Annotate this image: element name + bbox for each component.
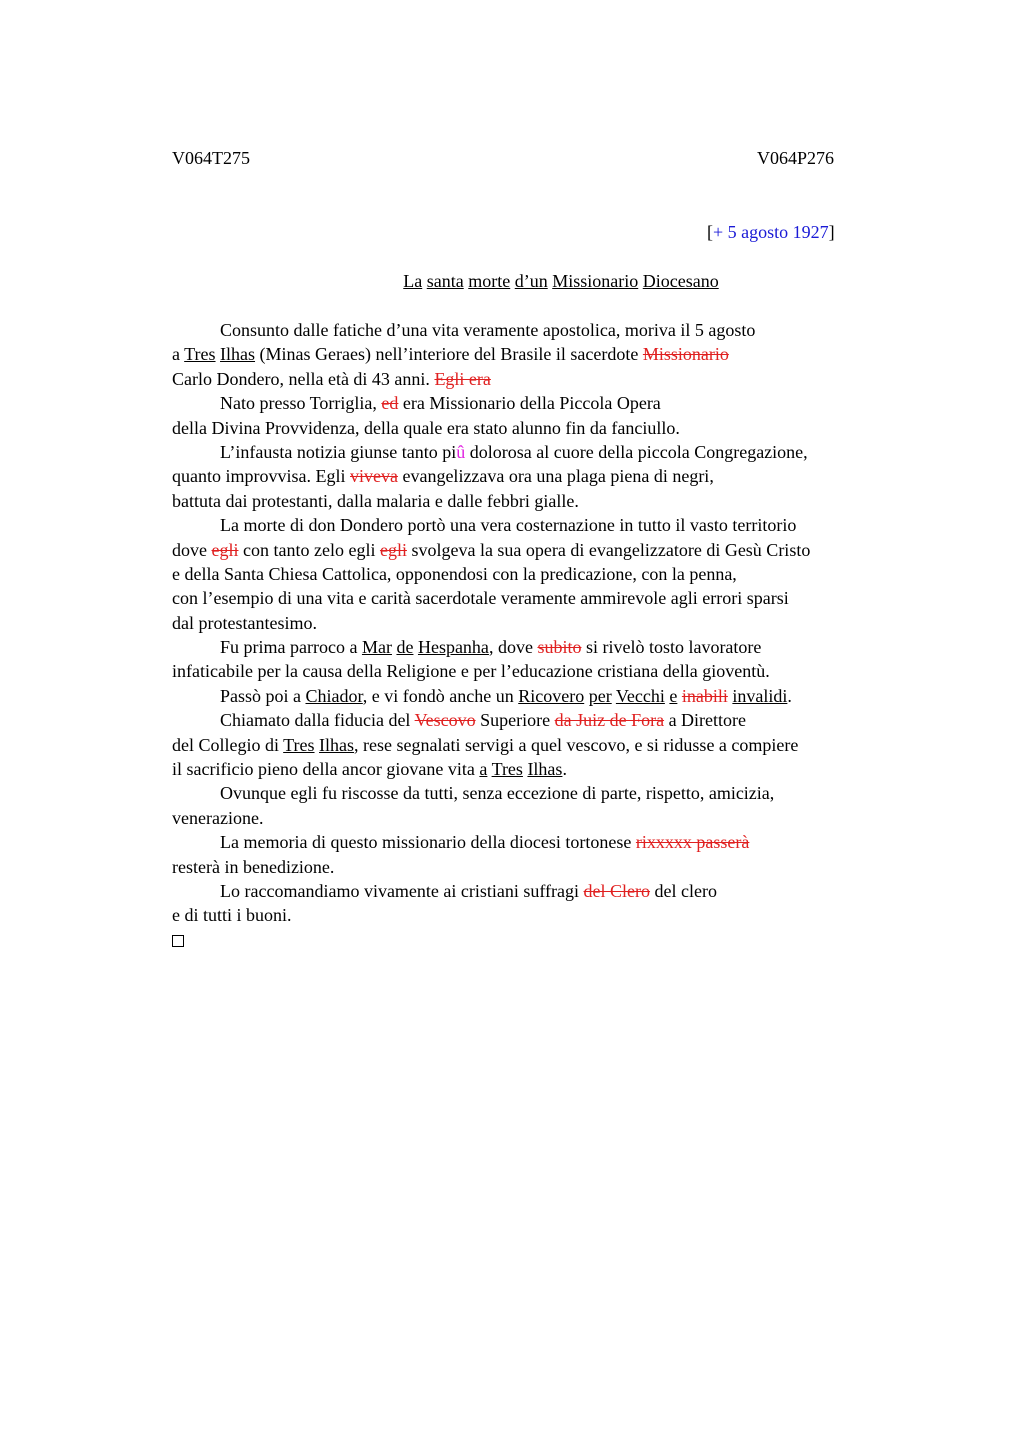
- deleted-text: Missionario: [642, 344, 729, 365]
- text-line: [172, 855, 912, 879]
- deleted-text: egli: [211, 539, 239, 560]
- text-line: [172, 684, 912, 708]
- text-line: [172, 708, 912, 732]
- text-segment: si rivelò tosto lavoratore: [581, 637, 762, 658]
- text-segment: evangelizzava ora una plaga piena di negri,: [397, 466, 714, 487]
- text-segment: , dove: [488, 637, 538, 658]
- underlined-text: Tres: [491, 759, 523, 780]
- text-segment: era Missionario della Piccola Opera: [398, 393, 661, 414]
- document-title: [49, 271, 1024, 292]
- underlined-text: Tres: [184, 344, 216, 365]
- title-word: d’un: [514, 271, 548, 291]
- underlined-text: Mar: [361, 637, 392, 658]
- text-line: [172, 635, 912, 659]
- deleted-text: rixxxxx passerà: [635, 832, 750, 853]
- underlined-text: Chiador: [305, 685, 363, 706]
- text-segment: L’infausta notizia giunse tanto pi: [220, 441, 457, 462]
- date-annotation: [707, 222, 835, 243]
- date-text: + 5 agosto 1927: [713, 222, 829, 242]
- text-line: [172, 611, 912, 635]
- text-line: [172, 440, 912, 464]
- text-segment: svolgeva la sua opera di evangelizzatore di Gesù Cristo: [406, 539, 811, 560]
- text-segment: dolorosa al cuore della piccola Congregazione,: [465, 441, 808, 462]
- text-line: [172, 903, 912, 927]
- text-segment: Carlo Dondero, nella età di 43 anni.: [172, 368, 435, 389]
- underlined-text: Ilhas: [319, 734, 355, 755]
- text-segment: dove: [172, 539, 212, 560]
- text-segment: (Minas Geraes) nell’interiore del Brasile il sacerdote: [255, 344, 643, 365]
- underlined-text: Vecchi: [615, 685, 665, 706]
- text-segment: , e vi fondò anche un: [362, 685, 519, 706]
- text-segment: .: [562, 759, 567, 780]
- text-line: [172, 733, 912, 757]
- underlined-text: invalidi: [732, 685, 788, 706]
- text-line: [172, 586, 912, 610]
- date-bracket-open: [: [707, 222, 713, 242]
- text-line: [172, 342, 912, 366]
- deleted-text: Vescovo: [414, 710, 476, 731]
- text-line: [172, 659, 912, 683]
- reference-code-right: V064P276: [757, 148, 835, 168]
- text-line: [172, 757, 912, 781]
- end-marker: [172, 928, 184, 952]
- underlined-text: per: [588, 685, 612, 706]
- reference-code-left: V064T275: [172, 148, 250, 168]
- text-segment: della Divina Provvidenza, della quale era stato alunno fin da fanciullo.: [172, 417, 680, 438]
- text-segment: .: [787, 685, 792, 706]
- deleted-text: da Juiz de Fora: [554, 710, 665, 731]
- underlined-text: Hespanha: [417, 637, 489, 658]
- text-segment: û: [456, 441, 466, 462]
- text-segment: Ovunque egli fu riscosse da tutti, senza eccezione di parte, rispetto, amicizia,: [220, 783, 775, 804]
- text-segment: e di tutti i buoni.: [172, 905, 292, 926]
- title-word: Diocesano: [642, 271, 719, 291]
- text-segment: a Direttore: [664, 710, 747, 731]
- text-line: [172, 879, 912, 903]
- text-segment: con l’esempio di una vita e carità sacerdotale veramente ammirevole agli errori sparsi: [172, 588, 789, 609]
- text-line: [172, 538, 912, 562]
- text-line: [172, 391, 912, 415]
- text-line: [172, 781, 912, 805]
- deleted-text: Egli era: [434, 368, 491, 389]
- text-line: [172, 489, 912, 513]
- text-segment: Consunto dalle fatiche d’una vita veramente apostolica, moriva il 5 agosto: [220, 320, 756, 340]
- document-body: [172, 318, 912, 928]
- text-line: [172, 464, 912, 488]
- text-segment: il sacrificio pieno della ancor giovane vita: [172, 759, 480, 780]
- text-line: [172, 367, 912, 391]
- text-segment: La memoria di questo missionario della diocesi tortonese: [220, 832, 636, 853]
- text-segment: resterà in benedizione.: [172, 856, 335, 877]
- underlined-text: Ricovero: [518, 685, 585, 706]
- text-segment: venerazione.: [172, 807, 264, 828]
- title-word: santa: [426, 271, 464, 291]
- deleted-text: viveva: [349, 466, 398, 487]
- text-line: [172, 806, 912, 830]
- text-segment: Nato presso Torriglia,: [220, 393, 382, 414]
- underlined-text: e: [669, 685, 678, 706]
- underlined-text: Tres: [283, 734, 315, 755]
- text-segment: , rese segnalati servigi a quel vescovo, e si ridusse a compiere: [354, 734, 799, 755]
- title-word: La: [403, 271, 423, 291]
- text-segment: dal protestantesimo.: [172, 612, 317, 633]
- checkbox-square-icon: [172, 935, 184, 947]
- deleted-text: ed: [381, 393, 399, 414]
- text-segment: Passò poi a: [220, 685, 306, 706]
- text-segment: La morte di don Dondero portò una vera costernazione in tutto il vasto territorio: [220, 515, 797, 536]
- text-line: [172, 830, 912, 854]
- text-segment: Chiamato dalla fiducia del: [220, 710, 415, 731]
- text-segment: del Collegio di: [172, 734, 284, 755]
- text-segment: con tanto zelo egli: [238, 539, 380, 560]
- deleted-text: subito: [537, 637, 582, 658]
- text-segment: battuta dai protestanti, dalla malaria e dalle febbri gialle.: [172, 490, 579, 511]
- underlined-text: Ilhas: [220, 344, 256, 365]
- title-word: Missionario: [552, 271, 639, 291]
- deleted-text: del Clero: [583, 880, 651, 901]
- text-segment: quanto improvvisa. Egli: [172, 466, 350, 487]
- deleted-text: egli: [379, 539, 407, 560]
- text-line: [172, 513, 912, 537]
- text-segment: Fu prima parroco a: [220, 637, 362, 658]
- underlined-text: Ilhas: [527, 759, 563, 780]
- underlined-text: a: [479, 759, 488, 780]
- text-segment: del clero: [650, 880, 717, 901]
- text-line: [172, 562, 912, 586]
- text-segment: a: [172, 344, 185, 365]
- deleted-text: inabili: [681, 685, 728, 706]
- text-segment: e della Santa Chiesa Cattolica, opponendosi con la predicazione, con la penna,: [172, 563, 737, 584]
- title-word: morte: [468, 271, 511, 291]
- text-line: [172, 318, 912, 342]
- text-line: [172, 416, 912, 440]
- text-segment: Lo raccomandiamo vivamente ai cristiani suffragi: [220, 880, 584, 901]
- date-bracket-close: ]: [828, 222, 835, 242]
- underlined-text: de: [396, 637, 414, 658]
- text-segment: infaticabile per la causa della Religione e per l’educazione cristiana della gioventù.: [172, 661, 770, 682]
- text-segment: Superiore: [475, 710, 555, 731]
